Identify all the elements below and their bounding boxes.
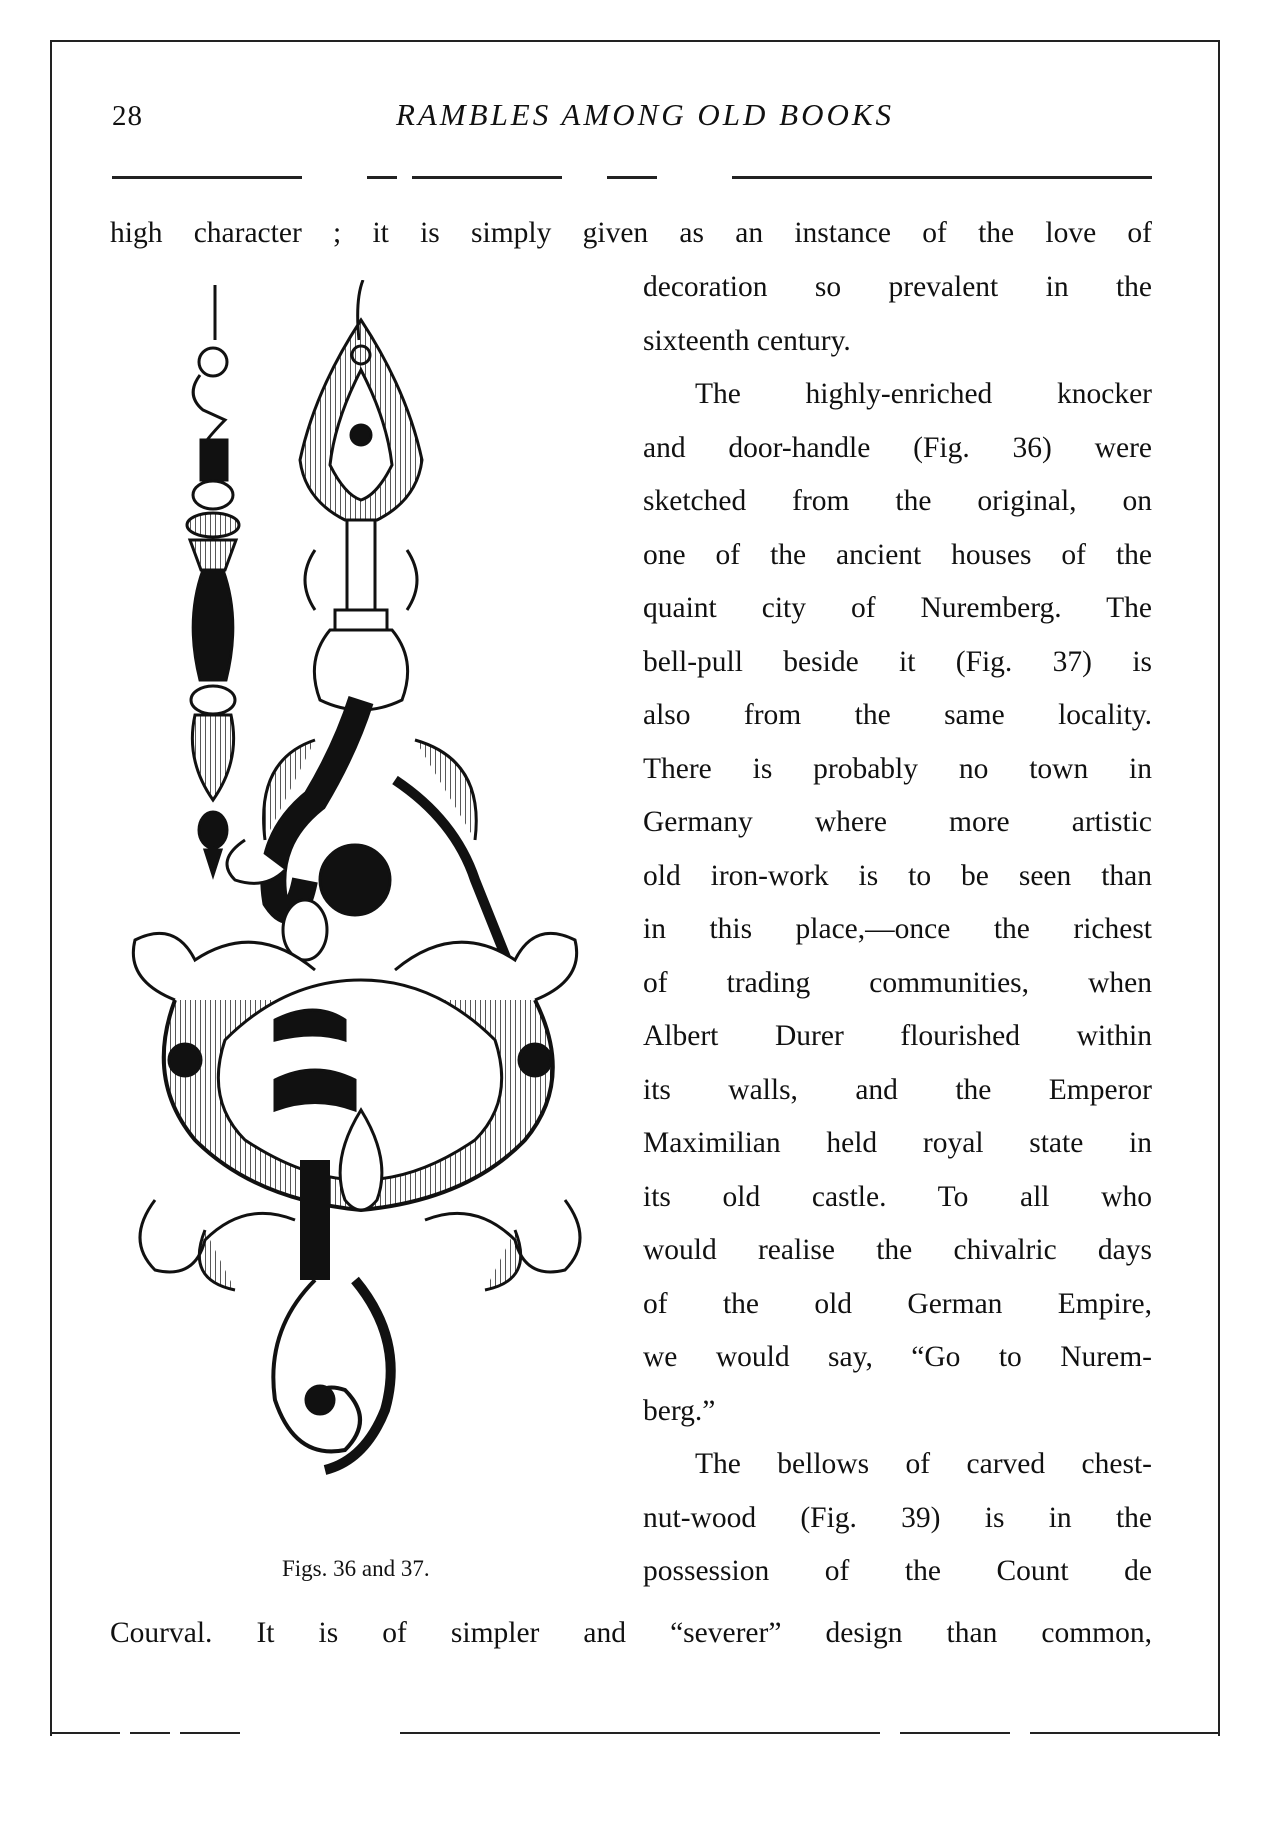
body-line: quaint city of Nuremberg. The xyxy=(643,592,1152,624)
body-line: one of the ancient houses of the xyxy=(643,538,1152,571)
bottom-rule-segment xyxy=(130,1732,170,1734)
knocker-bellpull-illustration xyxy=(115,280,620,1555)
body-line: Germany where more artistic xyxy=(643,806,1152,838)
body-line: would realise the chivalric days xyxy=(643,1234,1152,1266)
body-line: its old castle. To all who xyxy=(643,1180,1152,1213)
body-line: sixteenth century. xyxy=(643,324,851,357)
bottom-rule-segment xyxy=(180,1732,240,1734)
bottom-rule-segment xyxy=(400,1732,880,1734)
body-line: its walls, and the Emperor xyxy=(643,1073,1152,1106)
body-line: nut-wood (Fig. 39) is in the xyxy=(643,1501,1152,1534)
body-line: and door-handle (Fig. 36) were xyxy=(643,431,1152,464)
body-line: old iron-work is to be seen than xyxy=(643,859,1152,892)
body-line: high character ; it is simply given as an instance of the love of xyxy=(110,217,1152,249)
body-line: decoration so prevalent in the xyxy=(643,271,1152,303)
body-line: in this place,—once the richest xyxy=(643,913,1152,945)
body-line: possession of the Count de xyxy=(643,1555,1152,1587)
figure-caption: Figs. 36 and 37. xyxy=(282,1556,430,1581)
page-number: 28 xyxy=(112,100,143,132)
frame-left-line xyxy=(50,40,52,1736)
body-line: of trading communities, when xyxy=(643,966,1152,999)
bottom-rule-segment xyxy=(900,1732,1010,1734)
frame-right-line xyxy=(1218,40,1220,1736)
body-line: we would say, “Go to Nurem- xyxy=(643,1341,1152,1373)
bell-pull-figure xyxy=(187,285,239,875)
header-rule xyxy=(112,176,1152,179)
body-line: berg.” xyxy=(643,1394,716,1427)
body-line: The bellows of carved chest- xyxy=(695,1448,1152,1480)
bottom-rule-segment xyxy=(1030,1732,1220,1734)
body-line: Albert Durer flourished within xyxy=(643,1020,1152,1052)
body-line: Courval. It is of simpler and “severer” design than common, xyxy=(110,1617,1152,1649)
text-bottom-line xyxy=(110,1607,1152,1661)
body-line: also from the same locality. xyxy=(643,699,1152,731)
body-line: There is probably no town in xyxy=(643,752,1152,785)
bottom-rule-segment xyxy=(50,1732,120,1734)
body-line: Maximilian held royal state in xyxy=(643,1127,1152,1159)
body-line: bell-pull beside it (Fig. 37) is xyxy=(643,645,1152,678)
body-line: of the old German Empire, xyxy=(643,1287,1152,1320)
body-line: The highly-enriched knocker xyxy=(695,378,1152,410)
text-top-line xyxy=(110,207,1152,261)
frame-top-line xyxy=(50,40,1220,42)
text-column xyxy=(643,261,1152,1599)
running-title: RAMBLES AMONG OLD BOOKS xyxy=(395,97,895,132)
body-line: sketched from the original, on xyxy=(643,485,1152,517)
